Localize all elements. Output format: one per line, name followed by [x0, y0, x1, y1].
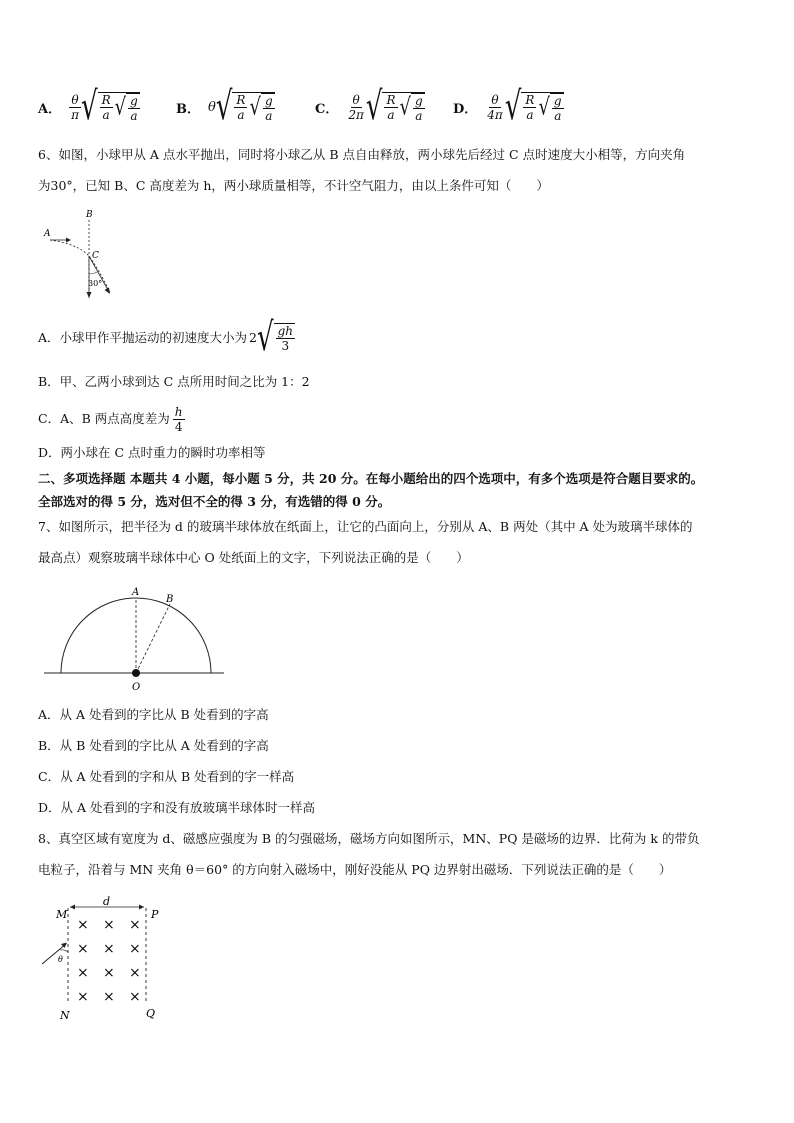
arrow-head-icon — [66, 238, 71, 243]
label-b: B — [86, 210, 93, 220]
label-m: M — [56, 908, 68, 921]
label-p: P — [151, 908, 159, 921]
field-cross-icon: × — [77, 989, 89, 1005]
q5-options — [38, 82, 768, 132]
magnetic-field-crosses — [77, 917, 141, 1005]
field-cross-icon: × — [103, 965, 115, 981]
field-cross-icon: × — [129, 965, 141, 981]
label-b: B — [166, 594, 174, 605]
q7-stem-line1: 7、如图所示，把半径为 d 的玻璃半球体放在纸面上，让它的凸面向上，分别从 A、B 两处（其中 A 处为玻璃半球体的 — [38, 519, 693, 534]
q6-option-c: C．A、B 两点高度差为 $\frac{h}{4}$ — [38, 404, 183, 434]
label-a: A — [44, 229, 51, 239]
section2-line1: 二、多项选择题 本题共 4 小题，每小题 5 分，共 20 分。在每小题给出的四个选项中，有多个选项是符合题目要求的。 — [38, 471, 704, 486]
sqrt-expression: √ $\frac{gh}{3}$ — [256, 315, 293, 361]
label-c: C — [92, 251, 99, 261]
section2-line2: 全部选对的得 5 分，选对但不全的得 3 分，有选错的得 0 分。 — [38, 494, 391, 509]
q8-stem-line1: 8、真空区域有宽度为 d、磁感应强度为 B 的匀强磁场，磁场方向如图所示，MN、PQ 是磁场的边界．比荷为 k 的带负 — [38, 831, 700, 846]
field-cross-icon: × — [103, 989, 115, 1005]
label-o: O — [132, 682, 141, 693]
field-cross-icon: × — [129, 941, 141, 957]
sqrt-expression: √ $\frac{R}{a}$ √ $\frac{g}{a}$ — [80, 84, 138, 130]
field-cross-icon: × — [77, 917, 89, 933]
q5-option-a: A． $\frac{\theta}{\pi}$ √ $\frac{R}{a}$ √ $\frac{g}{a}$ — [38, 84, 138, 130]
sqrt-expression: √ $\frac{R}{a}$ √ $\frac{g}{a}$ — [215, 84, 273, 130]
q6-option-a: A．小球甲作平抛运动的初速度大小为 2 √ $\frac{gh}{3}$ — [38, 315, 293, 361]
angle-arc — [60, 950, 68, 952]
q6-stem-line2: 为30°，已知 B、C 高度差为 h，两小球质量相等，不计空气阻力，由以上条件可知（ ） — [38, 178, 549, 193]
label-d: d — [103, 896, 111, 908]
q7-option-d: D．从 A 处看到的字和没有放玻璃半球体时一样高 — [38, 800, 315, 815]
arrow-head-icon — [70, 905, 75, 910]
arrow-head-icon — [105, 288, 111, 295]
center-point-o — [132, 669, 140, 677]
q7-option-a: A．从 A 处看到的字比从 B 处看到的字高 — [38, 707, 269, 722]
arrow-head-icon — [139, 905, 144, 910]
coef-fraction: $\frac{\theta}{2\pi}$ — [348, 92, 364, 122]
q8-figure — [36, 896, 176, 1022]
label-n: N — [60, 1009, 70, 1022]
line-o-to-b — [136, 604, 170, 673]
q6-option-d: D．两小球在 C 点时重力的瞬时功率相等 — [38, 445, 266, 460]
q6-option-b: B．甲、乙两小球到达 C 点所用时间之比为 1：2 — [38, 374, 310, 389]
sqrt-expression: √ $\frac{R}{a}$ √ $\frac{g}{a}$ — [504, 84, 562, 130]
sqrt-expression: √ $\frac{R}{a}$ √ $\frac{g}{a}$ — [365, 84, 423, 130]
q5-option-c: C． $\frac{\theta}{2\pi}$ √ $\frac{R}{a}$ √ $\frac{g}{a}$ — [315, 84, 423, 130]
q8-stem-line2: 电粒子，沿着与 MN 夹角 θ＝60° 的方向射入磁场中，刚好没能从 PQ 边界射出磁场．下列说法正确的是（ ） — [38, 862, 672, 877]
label-theta: θ — [58, 955, 63, 964]
q6-figure — [38, 206, 128, 302]
q5-option-b: B． θ √ $\frac{R}{a}$ √ $\frac{g}{a}$ — [176, 84, 273, 130]
field-cross-icon: × — [103, 917, 115, 933]
q7-option-c: C．从 A 处看到的字和从 B 处看到的字一样高 — [38, 769, 295, 784]
label-a: A — [132, 587, 140, 598]
coef-fraction: $\frac{\theta}{\pi}$ — [71, 92, 79, 122]
field-cross-icon: × — [77, 965, 89, 981]
q5-option-d: D． $\frac{\theta}{4\pi}$ √ $\frac{R}{a}$ √ $\frac{g}{a}$ — [453, 84, 562, 130]
q6-stem-line1: 6、如图，小球甲从 A 点水平抛出，同时将小球乙从 B 点自由释放，两小球先后经过 C 点时速度大小相等，方向夹角 — [38, 147, 686, 162]
field-cross-icon: × — [103, 941, 115, 957]
field-cross-icon: × — [77, 941, 89, 957]
angle-arc — [89, 272, 97, 274]
coef-fraction: $\frac{\theta}{4\pi}$ — [487, 92, 503, 122]
field-cross-icon: × — [129, 917, 141, 933]
q7-figure — [40, 582, 230, 694]
label-q: Q — [146, 1007, 156, 1020]
q7-option-b: B．从 B 处看到的字比从 A 处看到的字高 — [38, 738, 269, 753]
q7-stem-line2: 最高点）观察玻璃半球体中心 O 处纸面上的文字，下列说法正确的是（ ） — [38, 550, 469, 565]
angle-label: 30° — [88, 279, 103, 288]
field-cross-icon: × — [129, 989, 141, 1005]
arrow-head-icon — [87, 292, 92, 298]
